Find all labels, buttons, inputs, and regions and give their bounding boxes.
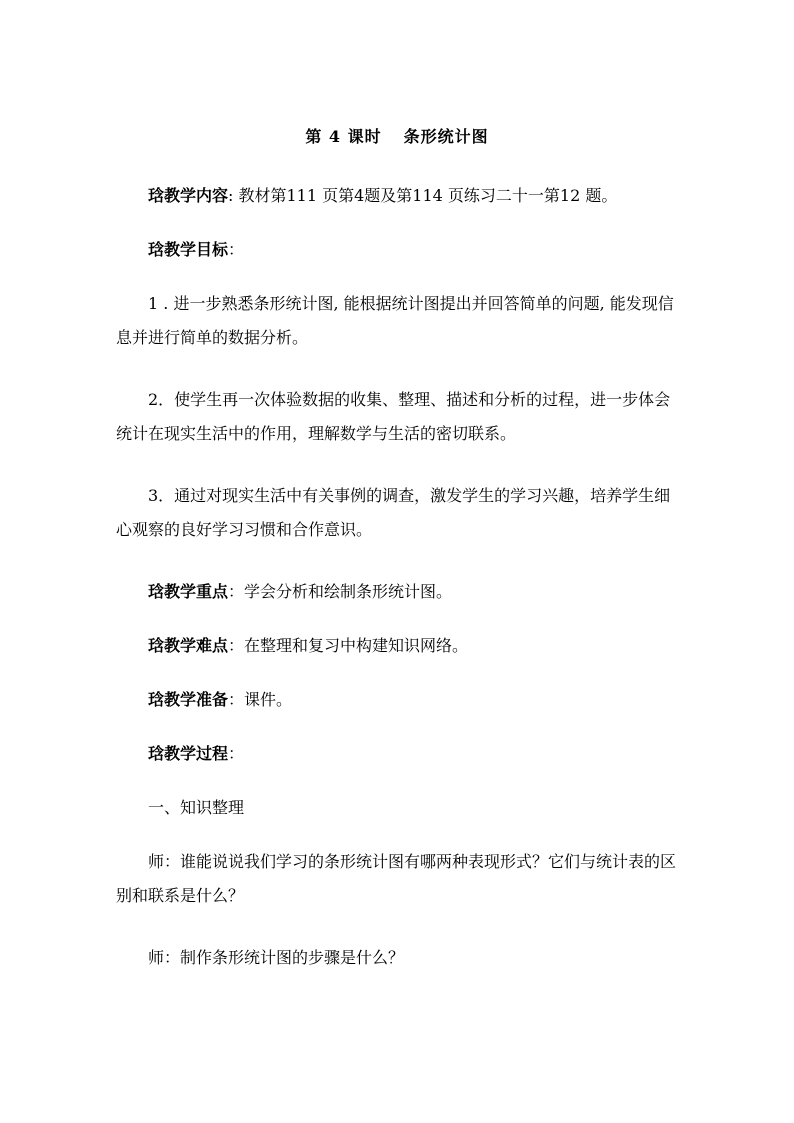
teaching-key-point: [116, 575, 682, 609]
teaching-content-text: : 教材第111 页第4题及第114 页练习二十一第12 题。: [228, 186, 618, 205]
teaching-process-colon: ：: [228, 744, 245, 763]
goal-item-1: 1 . 进一步熟悉条形统计图, 能根据统计图提出并回答简单的问题, 能发现信息并进行简单的数据分析。: [116, 294, 674, 347]
teaching-goals-colon: ：: [228, 240, 245, 259]
teaching-difficulty: [116, 629, 682, 663]
teaching-process-heading: [116, 737, 682, 771]
teacher-question-2: 师：制作条形统计图的步骤是什么？: [148, 948, 405, 967]
goal-item-2: 2．使学生再一次体验数据的收集、整理、描述和分析的过程，进一步体会统计在现实生活中的作用，理解数学与生活的密切联系。: [116, 390, 671, 443]
lesson-title: [0, 124, 794, 147]
lesson-number: 第 4 课时: [305, 127, 382, 146]
teacher-question-1: 师：谁能说说我们学习的条形统计图有哪两种表现形式？它们与统计表的区别和联系是什么？: [116, 852, 677, 905]
teaching-content-label: 琀教学内容: [148, 186, 229, 205]
teaching-difficulty-label: 琀教学难点: [148, 636, 229, 655]
lesson-topic: 条形统计图: [403, 127, 489, 146]
teaching-preparation-text: ：课件。: [228, 690, 293, 709]
section-heading-knowledge: 一、知识整理: [148, 798, 245, 817]
teaching-content: [116, 179, 682, 213]
teaching-process-label: 琀教学过程: [148, 744, 229, 763]
teaching-goals-heading: [116, 233, 682, 267]
teaching-key-point-text: ：学会分析和绘制条形统计图。: [228, 582, 453, 601]
teaching-goals-label: 琀教学目标: [148, 240, 229, 259]
teaching-key-point-label: 琀教学重点: [148, 582, 229, 601]
goal-item-3: 3．通过对现实生活中有关事例的调查，激发学生的学习兴趣，培养学生细心观察的良好学习习惯和合作意识。: [116, 486, 671, 539]
teaching-difficulty-text: ：在整理和复习中构建知识网络。: [228, 636, 469, 655]
teaching-preparation: [116, 683, 682, 717]
teaching-preparation-label: 琀教学准备: [148, 690, 229, 709]
